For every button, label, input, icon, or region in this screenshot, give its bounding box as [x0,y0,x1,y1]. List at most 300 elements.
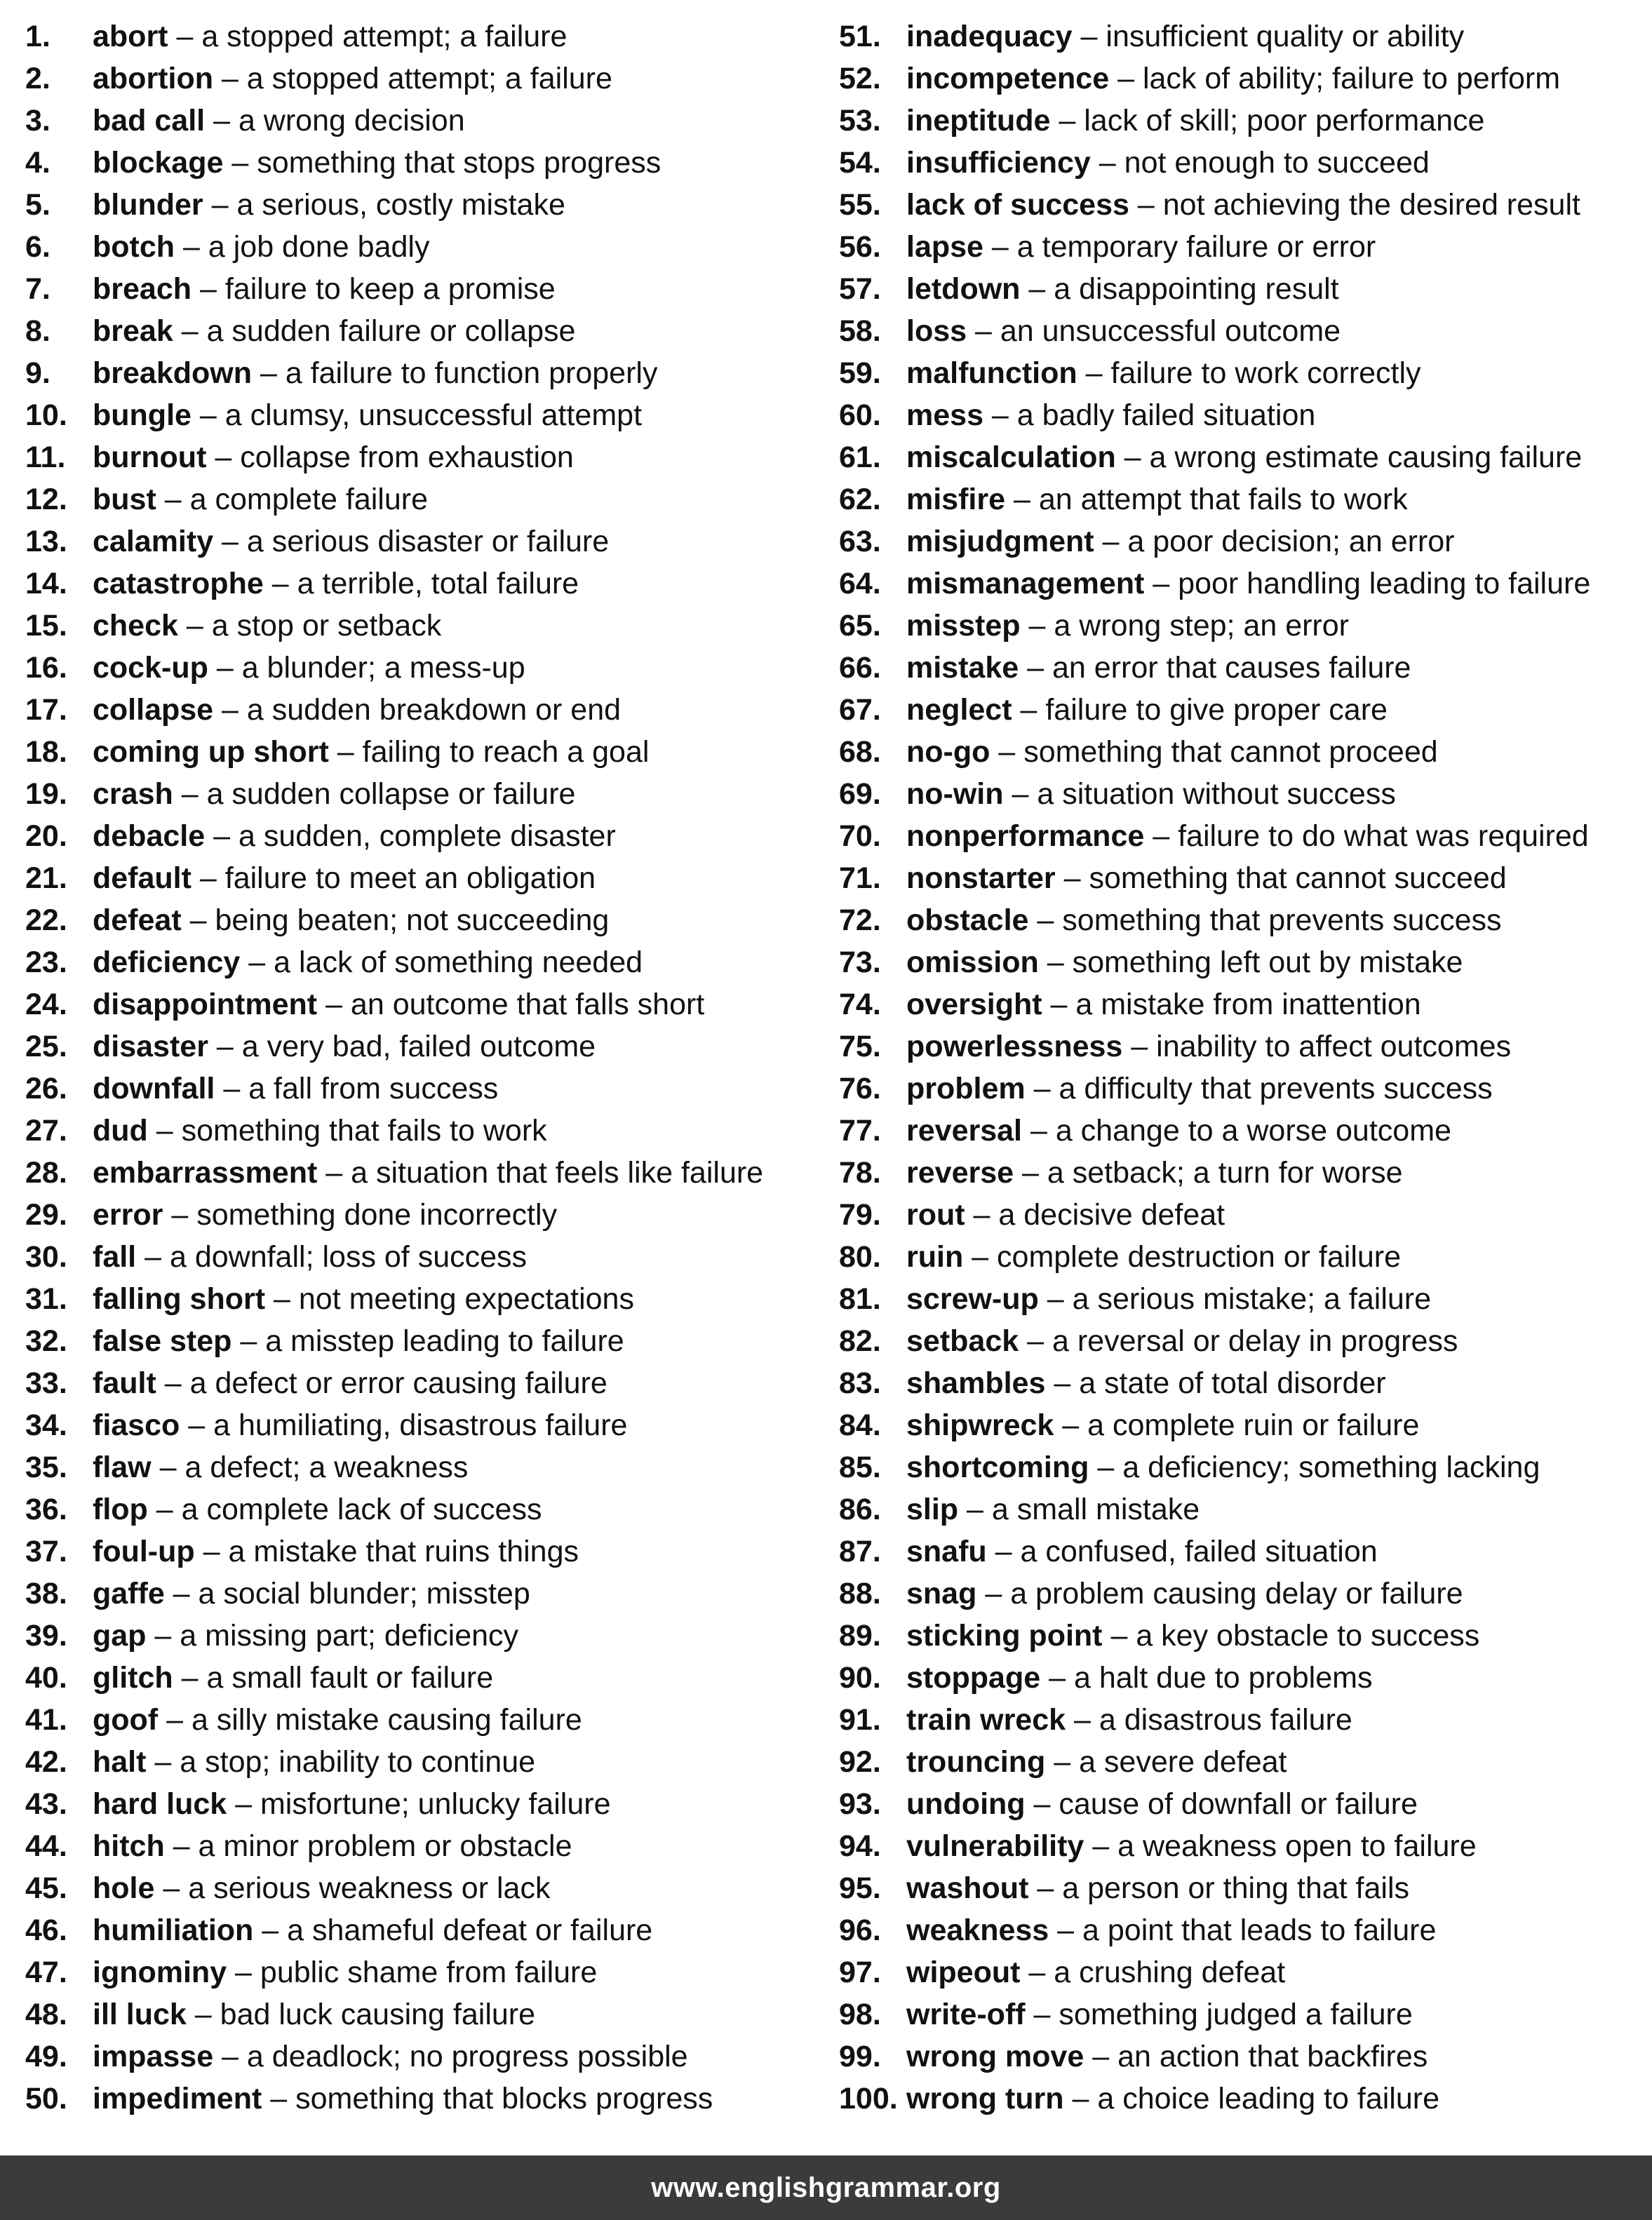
item-definition: a job done badly [208,230,430,264]
item-separator: – [1077,356,1111,390]
item-number: 34. [25,1408,67,1442]
item-number: 93. [839,1787,881,1821]
item-definition: a stopped attempt; a failure [201,20,568,53]
item-definition: something that cannot succeed [1089,861,1507,895]
item-word: blockage [93,146,224,180]
item-separator: – [1144,567,1178,600]
item-definition: a temporary failure or error [1016,230,1376,264]
item-definition: an action that backfires [1117,2040,1428,2073]
item-separator: – [175,230,208,264]
list-item [839,1362,1646,1404]
item-word: oversight [906,988,1042,1021]
item-word: check [93,609,178,643]
item-definition: failure to do what was required [1178,819,1589,853]
item-separator: – [213,2040,247,2073]
list-item [25,1741,832,1783]
item-word: inadequacy [906,20,1073,53]
item-separator: – [192,272,225,306]
item-definition: a failure to function properly [285,356,658,390]
item-definition: collapse from exhaustion [240,440,574,474]
item-number: 42. [25,1745,67,1779]
item-number: 81. [839,1282,881,1316]
list-item [839,15,1646,58]
item-word: bad call [93,104,206,137]
item-separator: – [317,1156,351,1190]
item-number: 11. [25,440,66,474]
item-separator: – [208,1030,242,1063]
item-separator: – [983,398,1017,432]
item-number: 27. [25,1114,67,1148]
item-separator: – [1115,440,1150,474]
item-number: 37. [25,1535,67,1568]
item-number: 49. [25,2040,67,2073]
list-item [25,142,832,184]
item-number: 72. [839,903,881,937]
item-definition: inability to affect outcomes [1156,1030,1512,1063]
item-definition: a complete lack of success [181,1493,542,1526]
item-separator: – [1038,1282,1073,1316]
item-separator: – [1109,62,1143,95]
item-word: misjudgment [906,525,1094,558]
item-definition: a deadlock; no progress possible [246,2040,688,2073]
item-number: 6. [25,230,51,264]
list-item [839,857,1646,899]
item-word: impasse [93,2040,214,2073]
item-separator: – [253,1913,288,1947]
item-definition: a mistake from inattention [1075,988,1421,1021]
list-item [839,1741,1646,1783]
item-separator: – [1042,988,1076,1021]
item-definition: failure to work correctly [1110,356,1421,390]
item-separator: – [317,988,351,1021]
item-number: 84. [839,1408,881,1442]
list-item [25,1488,832,1531]
list-item [25,857,832,899]
item-separator: – [180,1408,214,1442]
list-item [839,436,1646,478]
item-number: 13. [25,525,67,558]
item-definition: a stopped attempt; a failure [246,62,612,95]
item-definition: an attempt that fails to work [1038,483,1408,516]
footer-bar [0,2155,1652,2220]
list-item [839,1657,1646,1699]
item-word: defeat [93,903,182,937]
item-definition: a defect or error causing failure [189,1366,607,1400]
list-item [839,899,1646,941]
item-number: 44. [25,1829,67,1863]
item-number: 41. [25,1703,67,1737]
list-item [25,1152,832,1194]
item-separator: – [1025,1072,1059,1105]
item-definition: something done incorrectly [196,1198,558,1232]
item-number: 55. [839,188,881,222]
item-number: 29. [25,1198,67,1232]
item-separator: – [1072,20,1106,53]
item-word: coming up short [93,735,329,769]
item-word: cock-up [93,651,208,685]
item-number: 31. [25,1282,67,1316]
list-item [839,1699,1646,1741]
item-word: error [93,1198,163,1232]
item-separator: – [986,1535,1021,1568]
list-item [25,1362,832,1404]
item-word: gaffe [93,1577,165,1610]
item-definition: a missing part; deficiency [180,1619,519,1653]
item-number: 70. [839,819,881,853]
item-word: vulnerability [906,1829,1084,1863]
item-number: 36. [25,1493,67,1526]
item-number: 22. [25,903,67,937]
list-item [839,1446,1646,1488]
item-word: fault [93,1366,156,1400]
item-word: loss [906,314,967,348]
item-number: 26. [25,1072,67,1105]
list-item [839,1025,1646,1068]
list-item [839,689,1646,731]
item-word: snag [906,1577,977,1610]
item-word: omission [906,946,1039,979]
item-separator: – [1019,1324,1052,1358]
item-separator: – [1020,609,1054,643]
item-definition: a situation without success [1037,777,1396,811]
item-definition: failure to meet an obligation [224,861,596,895]
item-word: hitch [93,1829,165,1863]
word-list-column-left [25,15,832,2120]
item-word: dud [93,1114,148,1148]
list-item [25,226,832,268]
list-item [25,1573,832,1615]
item-definition: a setback; a turn for worse [1047,1156,1403,1190]
list-item [25,563,832,605]
item-number: 60. [839,398,881,432]
list-item [25,15,832,58]
item-word: lack of success [906,188,1129,222]
item-separator: – [1055,861,1089,895]
list-item [25,647,832,689]
list-item [839,773,1646,815]
item-definition: failure to give proper care [1045,693,1388,727]
item-definition: a humiliating, disastrous failure [213,1408,628,1442]
site-url: www.englishgrammar.org [651,2172,1001,2203]
item-number: 14. [25,567,67,600]
list-item [25,520,832,563]
list-item [839,58,1646,100]
item-definition: a severe defeat [1079,1745,1287,1779]
item-word: problem [906,1072,1026,1105]
list-item [839,2036,1646,2078]
item-word: mess [906,398,983,432]
item-word: fiasco [93,1408,180,1442]
item-separator: – [213,62,247,95]
item-word: reversal [906,1114,1022,1148]
item-word: shortcoming [906,1451,1089,1484]
item-number: 78. [839,1156,881,1190]
item-definition: a sudden failure or collapse [206,314,576,348]
item-word: goof [93,1703,159,1737]
item-separator: – [1050,104,1084,137]
item-definition: a serious disaster or failure [246,525,610,558]
item-separator: – [262,2082,296,2115]
item-word: trouncing [906,1745,1046,1779]
item-definition: a disappointing result [1054,272,1339,306]
item-word: no-go [906,735,990,769]
list-item [25,731,832,773]
list-item [25,1025,832,1068]
item-separator: – [1144,819,1178,853]
item-separator: – [1049,1913,1083,1947]
item-separator: – [983,230,1017,264]
item-definition: a weakness open to failure [1117,1829,1477,1863]
item-word: washout [906,1871,1029,1905]
item-definition: poor handling leading to failure [1178,567,1591,600]
list-item [839,1236,1646,1278]
item-definition: a serious weakness or lack [188,1871,551,1905]
item-separator: – [976,1577,1011,1610]
list-item [25,184,832,226]
item-number: 89. [839,1619,881,1653]
list-item [839,983,1646,1025]
item-separator: – [1129,188,1163,222]
item-definition: not achieving the desired result [1162,188,1580,222]
item-definition: a deficiency; something lacking [1122,1451,1540,1484]
item-number: 54. [839,146,881,180]
item-word: slip [906,1493,959,1526]
item-number: 90. [839,1661,881,1695]
item-word: crash [93,777,173,811]
item-separator: – [265,1282,299,1316]
item-number: 17. [25,693,67,727]
list-item [839,1278,1646,1320]
item-word: gap [93,1619,147,1653]
item-separator: – [173,777,207,811]
item-definition: something that cannot proceed [1023,735,1438,769]
item-word: write-off [906,1998,1026,2031]
item-separator: – [181,903,215,937]
item-number: 30. [25,1240,67,1274]
item-definition: a small fault or failure [206,1661,494,1695]
item-separator: – [1025,1998,1059,2031]
item-definition: a sudden collapse or failure [206,777,576,811]
item-number: 47. [25,1956,67,1989]
list-item [25,1951,832,1993]
item-separator: – [1040,1661,1074,1695]
item-separator: – [146,1619,180,1653]
item-word: bust [93,483,156,516]
item-separator: – [136,1240,170,1274]
item-separator: – [227,1787,260,1821]
list-item [25,1194,832,1236]
item-definition: a terrible, total failure [297,567,579,600]
item-word: weakness [906,1913,1049,1947]
item-definition: an error that causes failure [1052,651,1411,685]
item-word: downfall [93,1072,215,1105]
item-separator: – [1094,525,1128,558]
list-item [839,520,1646,563]
item-definition: misfortune; unlucky failure [260,1787,611,1821]
item-separator: – [168,20,202,53]
list-item [25,436,832,478]
item-word: snafu [906,1535,987,1568]
item-separator: – [156,483,190,516]
item-number: 80. [839,1240,881,1274]
list-item [839,605,1646,647]
item-number: 25. [25,1030,67,1063]
item-number: 10. [25,398,67,432]
item-word: shipwreck [906,1408,1054,1442]
item-word: embarrassment [93,1156,318,1190]
item-word: wipeout [906,1956,1021,1989]
list-item [25,1531,832,1573]
item-separator: – [156,1366,190,1400]
item-separator: – [154,1871,189,1905]
item-number: 23. [25,946,67,979]
item-definition: a silly mistake causing failure [191,1703,582,1737]
item-word: fall [93,1240,137,1274]
list-item [25,1278,832,1320]
item-word: default [93,861,192,895]
item-number: 98. [839,1998,881,2031]
list-item [839,478,1646,520]
item-separator: – [1102,1619,1136,1653]
item-number: 59. [839,356,881,390]
item-definition: public shame from failure [260,1956,598,1989]
list-item [25,1783,832,1825]
item-number: 3. [25,104,51,137]
item-separator: – [240,946,274,979]
item-definition: failure to keep a promise [224,272,556,306]
list-item [25,1404,832,1446]
item-definition: a serious mistake; a failure [1072,1282,1432,1316]
item-number: 73. [839,946,881,979]
item-number: 12. [25,483,67,516]
item-number: 58. [839,314,881,348]
item-number: 1. [25,20,51,53]
item-word: ignominy [93,1956,227,1989]
item-number: 50. [25,2082,67,2115]
item-number: 61. [839,440,881,474]
item-separator: – [151,1451,185,1484]
item-definition: failing to reach a goal [362,735,650,769]
item-separator: – [1054,1408,1088,1442]
item-separator: – [164,1829,199,1863]
list-item [839,1110,1646,1152]
item-separator: – [191,398,225,432]
list-item [25,1236,832,1278]
item-separator: – [1019,651,1052,685]
item-definition: something that stops progress [257,146,662,180]
item-separator: – [158,1703,192,1737]
list-item [25,1993,832,2036]
item-definition: something judged a failure [1059,1998,1413,2031]
list-item [839,1152,1646,1194]
item-separator: – [1066,1703,1099,1737]
item-separator: – [163,1198,197,1232]
item-definition: a minor problem or obstacle [198,1829,572,1863]
item-number: 88. [839,1577,881,1610]
list-item [839,1068,1646,1110]
item-separator: – [967,314,1000,348]
list-item [25,1657,832,1699]
item-definition: complete destruction or failure [997,1240,1402,1274]
item-separator: – [146,1745,180,1779]
item-separator: – [215,1072,249,1105]
item-definition: something that fails to work [181,1114,547,1148]
word-list-column-right [839,15,1646,2120]
item-definition: being beaten; not succeeding [215,903,610,937]
item-number: 46. [25,1913,67,1947]
item-number: 28. [25,1156,67,1190]
item-definition: a complete failure [189,483,428,516]
item-separator: – [252,356,286,390]
item-definition: a state of total disorder [1079,1366,1386,1400]
item-definition: a crushing defeat [1054,1956,1286,1989]
item-number: 71. [839,861,881,895]
list-item [839,1194,1646,1236]
list-item [25,815,832,857]
list-item [839,1404,1646,1446]
item-separator: – [963,1240,998,1274]
item-separator: – [1122,1030,1157,1063]
item-definition: a disastrous failure [1099,1703,1352,1737]
item-separator: – [223,146,257,180]
item-separator: – [263,567,297,600]
item-separator: – [213,693,247,727]
item-word: rout [906,1198,965,1232]
item-definition: a serious, costly mistake [236,188,565,222]
item-definition: a complete ruin or failure [1087,1408,1420,1442]
item-definition: a problem causing delay or failure [1010,1577,1463,1610]
list-item [839,563,1646,605]
item-word: breakdown [93,356,252,390]
item-separator: – [1012,693,1046,727]
item-separator: – [1045,1366,1080,1400]
item-definition: a very bad, failed outcome [241,1030,596,1063]
item-definition: lack of skill; poor performance [1084,104,1485,137]
item-number: 92. [839,1745,881,1779]
item-number: 82. [839,1324,881,1358]
item-definition: a defect; a weakness [184,1451,469,1484]
item-definition: a change to a worse outcome [1055,1114,1451,1148]
list-item [25,1110,832,1152]
item-number: 87. [839,1535,881,1568]
item-word: no-win [906,777,1004,811]
list-item [25,2078,832,2120]
item-word: disappointment [93,988,318,1021]
item-word: bungle [93,398,192,432]
item-word: glitch [93,1661,173,1695]
item-word: train wreck [906,1703,1066,1737]
item-word: abort [93,20,168,53]
item-definition: a wrong decision [238,104,465,137]
list-item [839,352,1646,394]
item-definition: a person or thing that fails [1062,1871,1410,1905]
item-separator: – [173,1661,207,1695]
item-separator: – [231,1324,266,1358]
item-definition: a stop or setback [211,609,442,643]
item-definition: a downfall; loss of success [169,1240,528,1274]
item-word: falling short [93,1282,266,1316]
list-item [839,268,1646,310]
item-number: 94. [839,1829,881,1863]
list-item [839,1993,1646,2036]
item-word: mistake [906,651,1019,685]
item-number: 8. [25,314,51,348]
list-item [25,773,832,815]
list-item [25,1825,832,1867]
item-number: 100. [839,2082,898,2115]
item-number: 18. [25,735,67,769]
item-word: setback [906,1324,1019,1358]
